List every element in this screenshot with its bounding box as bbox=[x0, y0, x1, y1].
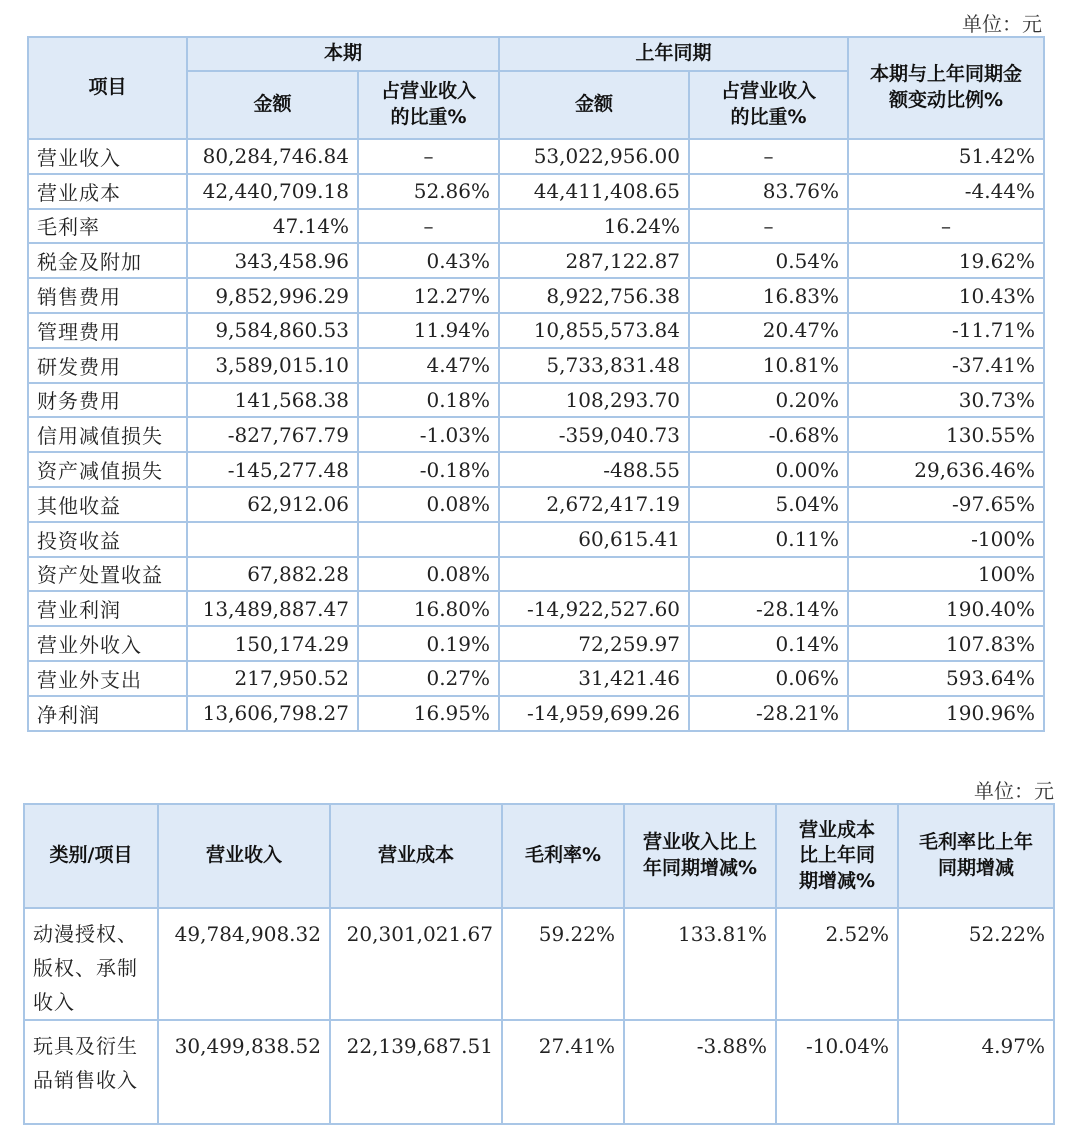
current-amount-cell: 67,882.28 bbox=[187, 557, 358, 592]
current-amount-cell: 150,174.29 bbox=[187, 626, 358, 661]
current-ratio-cell: 12.27% bbox=[358, 278, 499, 313]
table-row bbox=[28, 313, 1044, 348]
prior-amount-cell: 72,259.97 bbox=[499, 626, 689, 661]
current-ratio-cell: -1.03% bbox=[358, 417, 499, 452]
item-label-cell: 净利润 bbox=[28, 696, 187, 731]
table-row bbox=[28, 139, 1044, 174]
category-cell: 动漫授权、版权、承制收入 bbox=[24, 908, 158, 1020]
unit-label: 单位：元 bbox=[974, 779, 1054, 803]
item-label-cell: 营业外收入 bbox=[28, 626, 187, 661]
header-item: 项目 bbox=[28, 37, 187, 139]
value-cell: 20,301,021.67 bbox=[330, 908, 502, 1020]
change-ratio-cell: 51.42% bbox=[848, 139, 1044, 174]
header-col-1: 营业收入 bbox=[158, 804, 330, 908]
table-row bbox=[28, 243, 1044, 278]
value-cell: 59.22% bbox=[502, 908, 624, 1020]
change-ratio-cell: 190.40% bbox=[848, 591, 1044, 626]
current-amount-cell: 141,568.38 bbox=[187, 383, 358, 418]
header-prior-period: 上年同期 bbox=[499, 37, 848, 71]
change-ratio-cell: 190.96% bbox=[848, 696, 1044, 731]
table-row bbox=[24, 908, 1054, 1020]
value-cell: 30,499,838.52 bbox=[158, 1020, 330, 1124]
prior-amount-cell: 108,293.70 bbox=[499, 383, 689, 418]
change-ratio-cell: 593.64% bbox=[848, 661, 1044, 696]
item-label-cell: 信用减值损失 bbox=[28, 417, 187, 452]
header-col-2: 营业成本 bbox=[330, 804, 502, 908]
current-amount-cell: 343,458.96 bbox=[187, 243, 358, 278]
prior-ratio-cell: -28.14% bbox=[689, 591, 848, 626]
prior-amount-cell: 60,615.41 bbox=[499, 522, 689, 557]
table-row bbox=[28, 626, 1044, 661]
change-ratio-cell: 107.83% bbox=[848, 626, 1044, 661]
table-row bbox=[28, 661, 1044, 696]
header-change-ratio: 本期与上年同期金额变动比例% bbox=[848, 37, 1044, 139]
table-row bbox=[28, 522, 1044, 557]
item-label-cell: 营业利润 bbox=[28, 591, 187, 626]
current-amount-cell: 9,584,860.53 bbox=[187, 313, 358, 348]
prior-amount-cell: 16.24% bbox=[499, 209, 689, 244]
item-label-cell: 营业外支出 bbox=[28, 661, 187, 696]
prior-ratio-cell: -28.21% bbox=[689, 696, 848, 731]
current-amount-cell: 62,912.06 bbox=[187, 487, 358, 522]
item-label-cell: 投资收益 bbox=[28, 522, 187, 557]
prior-amount-cell: 2,672,417.19 bbox=[499, 487, 689, 522]
item-label-cell: 毛利率 bbox=[28, 209, 187, 244]
value-cell: 27.41% bbox=[502, 1020, 624, 1124]
change-ratio-cell: -100% bbox=[848, 522, 1044, 557]
current-ratio-cell: 0.43% bbox=[358, 243, 499, 278]
prior-ratio-cell bbox=[689, 557, 848, 592]
table-row bbox=[28, 348, 1044, 383]
prior-ratio-cell: 0.11% bbox=[689, 522, 848, 557]
table-row bbox=[28, 487, 1044, 522]
category-cell: 玩具及衍生品销售收入 bbox=[24, 1020, 158, 1124]
prior-ratio-cell: 20.47% bbox=[689, 313, 848, 348]
current-amount-cell: 47.14% bbox=[187, 209, 358, 244]
change-ratio-cell: -4.44% bbox=[848, 174, 1044, 209]
change-ratio-cell: -11.71% bbox=[848, 313, 1044, 348]
table-row bbox=[28, 383, 1044, 418]
header-current-ratio: 占营业收入的比重% bbox=[358, 71, 499, 139]
current-amount-cell: 42,440,709.18 bbox=[187, 174, 358, 209]
value-cell: 4.97% bbox=[898, 1020, 1054, 1124]
change-ratio-cell: -37.41% bbox=[848, 348, 1044, 383]
prior-amount-cell: -488.55 bbox=[499, 452, 689, 487]
item-label-cell: 其他收益 bbox=[28, 487, 187, 522]
current-ratio-cell: 16.95% bbox=[358, 696, 499, 731]
value-cell: 52.22% bbox=[898, 908, 1054, 1020]
header-current-period: 本期 bbox=[187, 37, 499, 71]
prior-ratio-cell: – bbox=[689, 209, 848, 244]
prior-ratio-cell: 0.06% bbox=[689, 661, 848, 696]
header-prior-ratio: 占营业收入的比重% bbox=[689, 71, 848, 139]
header-col-6: 毛利率比上年同期增减 bbox=[898, 804, 1054, 908]
change-ratio-cell: 130.55% bbox=[848, 417, 1044, 452]
table-row bbox=[28, 591, 1044, 626]
item-label-cell: 研发费用 bbox=[28, 348, 187, 383]
item-label-cell: 资产减值损失 bbox=[28, 452, 187, 487]
prior-amount-cell: 10,855,573.84 bbox=[499, 313, 689, 348]
header-col-3: 毛利率% bbox=[502, 804, 624, 908]
value-cell: 133.81% bbox=[624, 908, 776, 1020]
header-col-0: 类别/项目 bbox=[24, 804, 158, 908]
prior-ratio-cell: 0.14% bbox=[689, 626, 848, 661]
table-row bbox=[28, 557, 1044, 592]
current-amount-cell: 9,852,996.29 bbox=[187, 278, 358, 313]
current-amount-cell: -827,767.79 bbox=[187, 417, 358, 452]
prior-amount-cell: 287,122.87 bbox=[499, 243, 689, 278]
prior-amount-cell: 8,922,756.38 bbox=[499, 278, 689, 313]
prior-amount-cell bbox=[499, 557, 689, 592]
income-statement-table bbox=[27, 36, 1045, 732]
current-ratio-cell: 0.08% bbox=[358, 557, 499, 592]
prior-ratio-cell: 10.81% bbox=[689, 348, 848, 383]
prior-amount-cell: 53,022,956.00 bbox=[499, 139, 689, 174]
table-row bbox=[28, 452, 1044, 487]
change-ratio-cell: 19.62% bbox=[848, 243, 1044, 278]
table-row bbox=[24, 1020, 1054, 1124]
prior-ratio-cell: 83.76% bbox=[689, 174, 848, 209]
item-label-cell: 销售费用 bbox=[28, 278, 187, 313]
prior-amount-cell: 44,411,408.65 bbox=[499, 174, 689, 209]
current-amount-cell bbox=[187, 522, 358, 557]
current-amount-cell: 3,589,015.10 bbox=[187, 348, 358, 383]
prior-ratio-cell: -0.68% bbox=[689, 417, 848, 452]
current-ratio-cell: -0.18% bbox=[358, 452, 499, 487]
value-cell: 22,139,687.51 bbox=[330, 1020, 502, 1124]
current-ratio-cell: 0.18% bbox=[358, 383, 499, 418]
prior-amount-cell: 5,733,831.48 bbox=[499, 348, 689, 383]
table-row bbox=[28, 209, 1044, 244]
current-ratio-cell: 11.94% bbox=[358, 313, 499, 348]
header-col-4: 营业收入比上年同期增减% bbox=[624, 804, 776, 908]
current-ratio-cell: – bbox=[358, 139, 499, 174]
header-prior-amount: 金额 bbox=[499, 71, 689, 139]
prior-amount-cell: -359,040.73 bbox=[499, 417, 689, 452]
header-current-amount: 金额 bbox=[187, 71, 358, 139]
current-ratio-cell bbox=[358, 522, 499, 557]
current-amount-cell: 13,489,887.47 bbox=[187, 591, 358, 626]
item-label-cell: 税金及附加 bbox=[28, 243, 187, 278]
table-row bbox=[28, 278, 1044, 313]
prior-ratio-cell: 0.54% bbox=[689, 243, 848, 278]
change-ratio-cell: -97.65% bbox=[848, 487, 1044, 522]
table-row bbox=[28, 417, 1044, 452]
current-ratio-cell: – bbox=[358, 209, 499, 244]
change-ratio-cell: – bbox=[848, 209, 1044, 244]
prior-ratio-cell: 0.00% bbox=[689, 452, 848, 487]
value-cell: 2.52% bbox=[776, 908, 898, 1020]
current-amount-cell: 217,950.52 bbox=[187, 661, 358, 696]
segment-revenue-table bbox=[23, 803, 1055, 1125]
value-cell: -3.88% bbox=[624, 1020, 776, 1124]
prior-amount-cell: -14,922,527.60 bbox=[499, 591, 689, 626]
item-label-cell: 管理费用 bbox=[28, 313, 187, 348]
current-amount-cell: 80,284,746.84 bbox=[187, 139, 358, 174]
prior-amount-cell: 31,421.46 bbox=[499, 661, 689, 696]
current-ratio-cell: 16.80% bbox=[358, 591, 499, 626]
current-ratio-cell: 4.47% bbox=[358, 348, 499, 383]
change-ratio-cell: 30.73% bbox=[848, 383, 1044, 418]
unit-label: 单位：元 bbox=[962, 12, 1042, 36]
value-cell: 49,784,908.32 bbox=[158, 908, 330, 1020]
current-ratio-cell: 52.86% bbox=[358, 174, 499, 209]
item-label-cell: 营业收入 bbox=[28, 139, 187, 174]
prior-amount-cell: -14,959,699.26 bbox=[499, 696, 689, 731]
header-col-5: 营业成本比上年同期增减% bbox=[776, 804, 898, 908]
item-label-cell: 营业成本 bbox=[28, 174, 187, 209]
prior-ratio-cell: 16.83% bbox=[689, 278, 848, 313]
item-label-cell: 资产处置收益 bbox=[28, 557, 187, 592]
current-amount-cell: -145,277.48 bbox=[187, 452, 358, 487]
value-cell: -10.04% bbox=[776, 1020, 898, 1124]
item-label-cell: 财务费用 bbox=[28, 383, 187, 418]
prior-ratio-cell: – bbox=[689, 139, 848, 174]
change-ratio-cell: 100% bbox=[848, 557, 1044, 592]
change-ratio-cell: 10.43% bbox=[848, 278, 1044, 313]
current-ratio-cell: 0.08% bbox=[358, 487, 499, 522]
prior-ratio-cell: 5.04% bbox=[689, 487, 848, 522]
table-row bbox=[28, 174, 1044, 209]
current-ratio-cell: 0.27% bbox=[358, 661, 499, 696]
table-row bbox=[28, 696, 1044, 731]
change-ratio-cell: 29,636.46% bbox=[848, 452, 1044, 487]
prior-ratio-cell: 0.20% bbox=[689, 383, 848, 418]
current-ratio-cell: 0.19% bbox=[358, 626, 499, 661]
current-amount-cell: 13,606,798.27 bbox=[187, 696, 358, 731]
